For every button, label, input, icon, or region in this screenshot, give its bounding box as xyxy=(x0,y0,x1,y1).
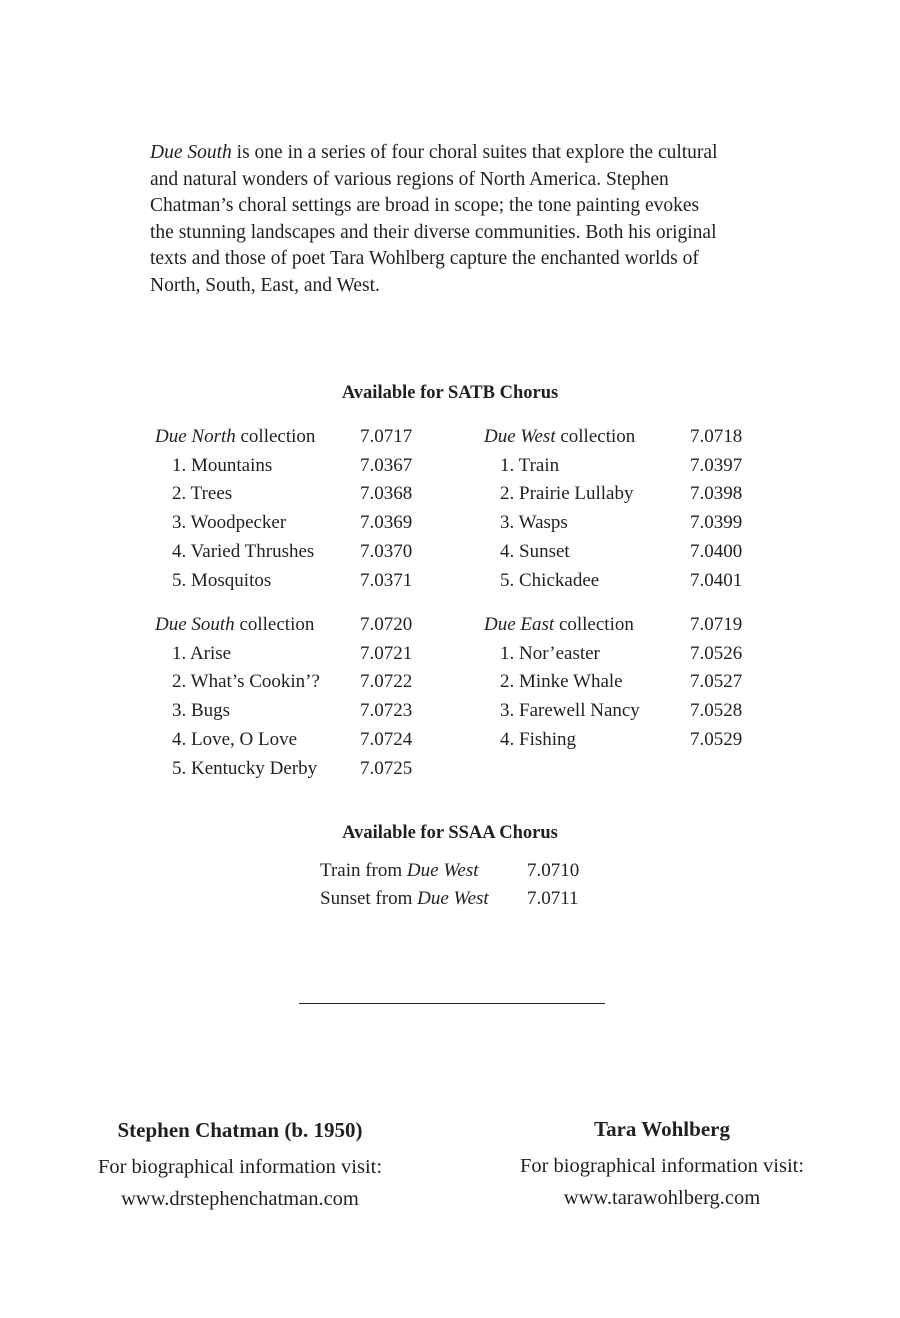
catalog-item-number: 7.0371 xyxy=(360,569,413,591)
catalog-item-label: 4. Fishing xyxy=(500,728,577,750)
catalog-item-number: 7.0400 xyxy=(690,540,743,562)
catalog-item-label: 2. Trees xyxy=(172,483,233,505)
catalog-item-label: 5. Chickadee xyxy=(500,569,600,591)
poet-name: Tara Wohlberg xyxy=(594,1117,730,1141)
catalog-item-number: 7.0526 xyxy=(690,642,743,664)
catalog-item-label: 1. Arise xyxy=(172,642,232,664)
catalog-item-label: 3. Wasps xyxy=(500,512,568,534)
composer-name: Stephen Chatman (b. 1950) xyxy=(117,1118,363,1142)
catalog-item-number: 7.0368 xyxy=(360,483,413,505)
intro-line: texts and those of poet Tara Wohlberg capture the enchanted worlds of xyxy=(150,248,699,269)
catalog-item-label: 1. Nor’easter xyxy=(500,642,600,664)
collection-number: 7.0718 xyxy=(690,426,743,447)
intro-paragraph xyxy=(150,140,760,299)
catalog-item-number: 7.0370 xyxy=(360,540,413,562)
ssaa-item-number: 7.0710 xyxy=(527,860,580,881)
satb-heading: Available for SATB Chorus xyxy=(341,383,559,403)
catalog-item-number: 7.0399 xyxy=(690,512,743,534)
catalog-item-number: 7.0397 xyxy=(690,454,743,476)
poet-url-link[interactable]: www.tarawohlberg.com xyxy=(563,1187,761,1209)
catalog-item-label: 2. Prairie Lullaby xyxy=(500,483,634,505)
catalog-item-number: 7.0721 xyxy=(360,642,413,664)
catalog-item-number: 7.0367 xyxy=(360,454,413,476)
catalog-item-label: 5. Mosquitos xyxy=(172,569,272,591)
catalog-item-label: 4. Sunset xyxy=(500,540,570,562)
intro-line: North, South, East, and West. xyxy=(150,274,380,296)
intro-line: the stunning landscapes and their diverse communities. Both his original xyxy=(150,221,717,243)
catalog-item-label: 3. Woodpecker xyxy=(172,512,287,534)
catalog-item-number: 7.0723 xyxy=(360,700,413,722)
poet-bio-text: For biographical information visit: xyxy=(519,1155,805,1177)
catalog-item-label: 3. Farewell Nancy xyxy=(500,700,640,722)
catalog-item-label: 4. Love, O Love xyxy=(172,728,298,750)
catalog-item-label: 2. What’s Cookin’? xyxy=(172,671,320,693)
catalog-item-label: 5. Kentucky Derby xyxy=(172,757,318,779)
collection-number: 7.0717 xyxy=(360,426,413,447)
intro-line: Chatman’s choral settings are broad in scope; the tone painting evokes xyxy=(150,195,700,216)
composer-url-link[interactable]: www.drstephenchatman.com xyxy=(121,1188,359,1210)
collection-number: 7.0719 xyxy=(690,614,743,635)
catalog-item-number: 7.0725 xyxy=(360,757,413,779)
catalog-item-number: 7.0722 xyxy=(360,671,413,693)
intro-line: Due South is one in a series of four choral suites that explore the cultural xyxy=(150,142,718,163)
ssaa-item-label: Sunset from Due West xyxy=(320,888,489,909)
catalog-item-number: 7.0527 xyxy=(690,671,743,693)
collection-title: Due South collection xyxy=(155,614,315,635)
intro-line: and natural wonders of various regions of North America. Stephen xyxy=(150,168,669,190)
catalog-item-number: 7.0398 xyxy=(690,483,743,505)
divider-rule xyxy=(299,1003,605,1004)
collection-title: Due West collection xyxy=(484,426,636,447)
collection-title: Due North collection xyxy=(155,426,316,447)
catalog-item-label: 3. Bugs xyxy=(172,700,231,722)
catalog-item-label: 1. Mountains xyxy=(172,454,273,476)
composer-bio-text: For biographical information visit: xyxy=(97,1156,383,1178)
catalog-item-number: 7.0724 xyxy=(360,728,413,750)
ssaa-item-number: 7.0711 xyxy=(527,888,579,909)
catalog-item-label: 4. Varied Thrushes xyxy=(172,540,315,562)
catalog-item-number: 7.0528 xyxy=(690,700,743,722)
collection-title: Due East collection xyxy=(484,614,634,635)
collection-number: 7.0720 xyxy=(360,614,413,635)
catalog-item-number: 7.0369 xyxy=(360,512,413,534)
catalog-item-number: 7.0401 xyxy=(690,569,743,591)
catalog-item-label: 2. Minke Whale xyxy=(500,671,623,693)
ssaa-heading: Available for SSAA Chorus xyxy=(342,823,558,843)
catalog-item-number: 7.0529 xyxy=(690,728,743,750)
ssaa-item-label: Train from Due West xyxy=(320,860,479,881)
catalog-item-label: 1. Train xyxy=(500,454,560,476)
